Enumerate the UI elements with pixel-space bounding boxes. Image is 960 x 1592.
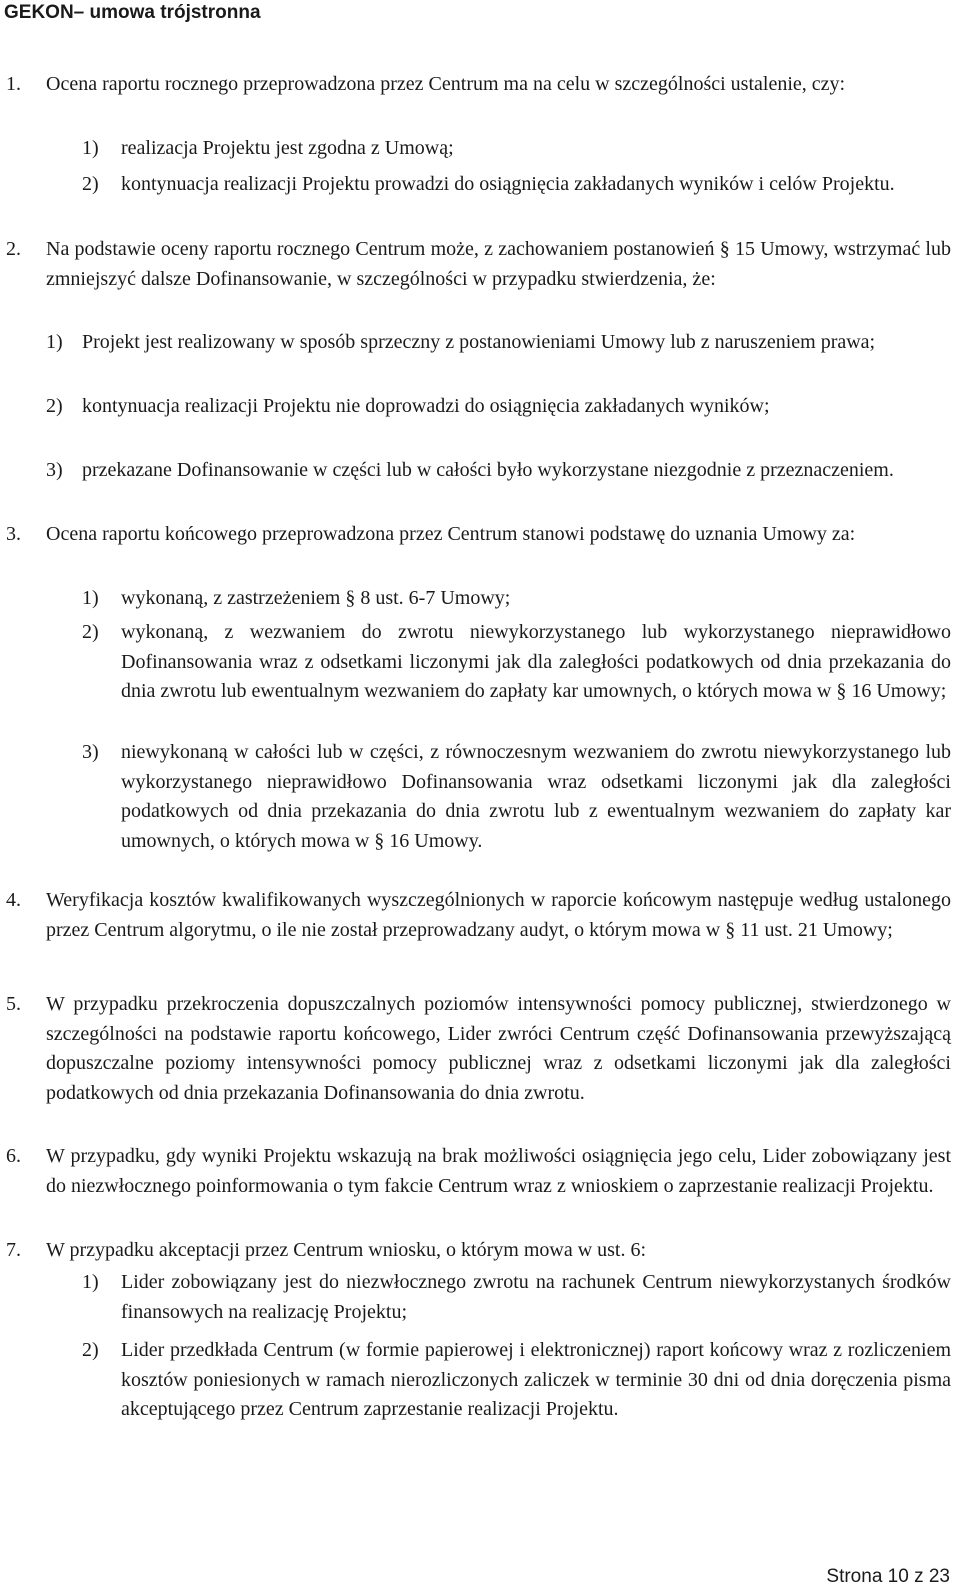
item-text: kontynuacja realizacji Projektu nie doprowadzi do osiągnięcia zakładanych wyników; xyxy=(82,395,770,417)
item-text: realizacja Projektu jest zgodna z Umową; xyxy=(121,137,454,159)
section-text: Ocena raportu końcowego przeprowadzona przez Centrum stanowi podstawę do uznania Umowy za: xyxy=(46,523,856,545)
item-text: wykonaną, z zastrzeżeniem § 8 ust. 6-7 Umowy; xyxy=(121,587,511,609)
item-number: 3) xyxy=(82,741,99,763)
section-number: 3. xyxy=(6,523,21,545)
section-text: W przypadku akceptacji przez Centrum wniosku, o którym mowa w ust. 6: xyxy=(46,1239,647,1261)
section-text: W przypadku, gdy wyniki Projektu wskazują na brak możliwości osiągnięcia jego celu, Lider zobowiązany jest do niezwłocznego poinformowania o tym fakcie Centrum wraz z wnioskiem o zaprzestanie realizacji Projektu. xyxy=(46,1145,951,1197)
section-text: Na podstawie oceny raportu rocznego Centrum może, z zachowaniem postanowień § 15 Umowy, wstrzymać lub zmniejszyć dalsze Dofinansowanie, w szczególności w przypadku stwierdzenia, że: xyxy=(46,238,951,290)
item-text: przekazane Dofinansowanie w części lub w całości było wykorzystane niezgodnie z przeznaczeniem. xyxy=(82,459,894,481)
document-header: GEKON– umowa trójstronna xyxy=(4,2,261,23)
item-number: 1) xyxy=(82,137,99,159)
item-number: 2) xyxy=(82,621,99,643)
section-number: 6. xyxy=(6,1145,21,1167)
section-number: 1. xyxy=(6,73,21,95)
item-number: 3) xyxy=(46,459,63,481)
item-number: 2) xyxy=(46,395,63,417)
item-text: Lider zobowiązany jest do niezwłocznego zwrotu na rachunek Centrum niewykorzystanych środków finansowych na realizację Projektu; xyxy=(121,1271,951,1323)
section-text: Weryfikacja kosztów kwalifikowanych wyszczególnionych w raporcie końcowym następuje według ustalonego przez Centrum algorytmu, o ile nie został przeprowadzany audyt, o którym mowa w § 11 ust. 21 Umowy; xyxy=(46,889,951,941)
item-number: 1) xyxy=(46,331,63,353)
item-number: 2) xyxy=(82,1339,99,1361)
section-text: W przypadku przekroczenia dopuszczalnych poziomów intensywności pomocy publicznej, stwierdzonego w szczególności na podstawie raportu końcowego, Lider zwróci Centrum część Dofinansowania przewyższającą dopuszczalne poziomy intensywności pomocy publicznej wraz z odsetkami liczonymi jak dla zaległości podatkowych od dnia przekazania Dofinansowania do dnia zwrotu. xyxy=(46,993,951,1104)
item-number: 1) xyxy=(82,587,99,609)
item-text: wykonaną, z wezwaniem do zwrotu niewykorzystanego lub wykorzystanego nieprawidłowo Dofinansowania wraz z odsetkami liczonymi jak dla zaległości podatkowych od dnia przekazania do dnia zwrotu lub ewentualnym wezwaniem do zapłaty kar umownych, o których mowa w § 16 Umowy; xyxy=(121,621,951,703)
item-number: 2) xyxy=(82,173,99,195)
item-text: Projekt jest realizowany w sposób sprzeczny z postanowieniami Umowy lub z naruszeniem prawa; xyxy=(82,331,876,353)
section-number: 4. xyxy=(6,889,21,911)
item-text: niewykonaną w całości lub w części, z równoczesnym wezwaniem do zwrotu niewykorzystanego lub wykorzystanego nieprawidłowo Dofinansowania wraz odsetkami liczonymi jak dla zaległości podatkowych od dnia przekazania do dnia zwrotu lub z ewentualnym wezwaniem do zapłaty kar umownych, o których mowa w § 16 Umowy. xyxy=(121,741,951,852)
item-number: 1) xyxy=(82,1271,99,1293)
section-number: 5. xyxy=(6,993,21,1015)
item-text: Lider przedkłada Centrum (w formie papierowej i elektronicznej) raport końcowy wraz z rozliczeniem kosztów poniesionych w ramach nierozliczonych zaliczek w terminie 30 dni od dnia doręczenia pisma akceptującego przez Centrum zaprzestanie realizacji Projektu. xyxy=(121,1339,951,1421)
section-number: 7. xyxy=(6,1239,21,1261)
page-number: Strona 10 z 23 xyxy=(826,1566,950,1587)
section-text: Ocena raportu rocznego przeprowadzona przez Centrum ma na celu w szczególności ustalenie, czy: xyxy=(46,73,846,95)
section-number: 2. xyxy=(6,238,21,260)
item-text: kontynuacja realizacji Projektu prowadzi do osiągnięcia zakładanych wyników i celów Projektu. xyxy=(121,173,895,195)
